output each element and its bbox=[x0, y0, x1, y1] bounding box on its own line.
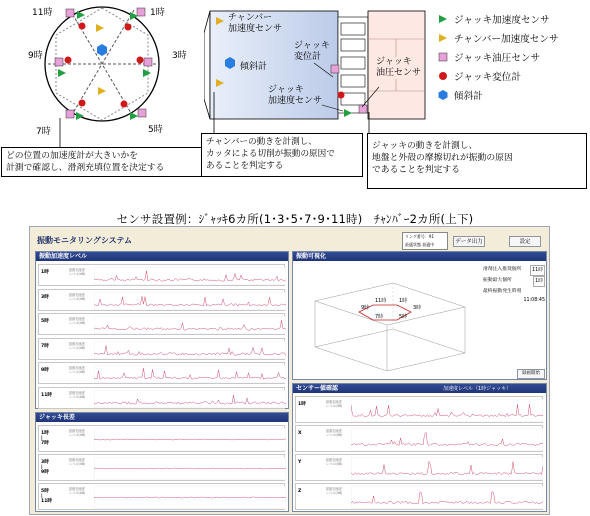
info-panel bbox=[483, 265, 545, 305]
max-vib-value: 1時 bbox=[533, 276, 545, 287]
app-title: 振動モニタリングシステム bbox=[37, 236, 133, 245]
lube-row bbox=[483, 265, 545, 276]
plot-frame bbox=[351, 457, 543, 480]
sensor-check-pane bbox=[292, 383, 547, 512]
row-label: 1時 bbox=[41, 270, 49, 275]
row-waveform bbox=[94, 457, 286, 480]
last-vib-label: 最終振動発生時刻 bbox=[483, 289, 522, 294]
legend-label: 傾斜計 bbox=[454, 91, 483, 102]
hexagon-vertex-label: 5時 bbox=[399, 314, 408, 320]
label-jack-disp: ジャッキ 変位計 bbox=[294, 41, 330, 62]
hexagon-3d-plot bbox=[295, 263, 483, 378]
chart-row bbox=[295, 425, 543, 452]
chart-row bbox=[38, 483, 285, 510]
row-unit-label: 振動加速度 レベル(dB) bbox=[69, 390, 86, 399]
chart-row bbox=[38, 387, 285, 409]
row-label: 1時 bbox=[298, 402, 306, 407]
max-vib-label: 振動最大個所 bbox=[483, 278, 512, 283]
plot-frame bbox=[94, 390, 286, 408]
legend-label: ジャッキ加速度センサ bbox=[454, 15, 550, 26]
row-waveform bbox=[94, 486, 286, 509]
visualization-header: 振動可視化 bbox=[293, 252, 546, 261]
plot-frame bbox=[94, 267, 286, 285]
chart-row bbox=[38, 264, 285, 286]
row-waveform bbox=[94, 390, 286, 408]
callout-middle: チャンバーの動きを計測し、 カッタによる切削が振動の原因で あることを判定する bbox=[201, 133, 363, 177]
monitoring-app-window bbox=[29, 226, 550, 515]
row-label: 3時 bbox=[41, 294, 49, 300]
row-unit-label: 振動加速度 レベル(dB) bbox=[69, 341, 86, 350]
row-waveform bbox=[351, 399, 543, 422]
plot-frame bbox=[94, 292, 286, 310]
hour-9-label: 9時 bbox=[28, 51, 43, 61]
measure-state-label: 最適状態 bbox=[405, 242, 421, 247]
lube-label: 滑剤注入推奨個所 bbox=[483, 267, 522, 272]
row-unit-label: 振動加速度 レベル(dB) bbox=[69, 317, 86, 325]
plot-frame bbox=[351, 486, 543, 509]
visualization-pane bbox=[292, 251, 547, 380]
hour-11-label: 11時 bbox=[32, 8, 53, 18]
row-label: Y bbox=[298, 460, 302, 465]
sensor-check-header: センサー値確認 bbox=[293, 384, 546, 393]
row-waveform bbox=[94, 365, 286, 383]
row-waveform bbox=[351, 428, 543, 451]
accel-level-pane bbox=[35, 251, 289, 409]
row-label: X bbox=[298, 431, 302, 436]
chart-row bbox=[295, 483, 543, 510]
row-unit-label: 振動加速度 レベル(dB) bbox=[69, 458, 86, 466]
jack-diff-pane bbox=[35, 412, 289, 512]
chart-row bbox=[295, 454, 543, 481]
row-waveform bbox=[94, 267, 286, 285]
legend-label: チャンバー加速度センサ bbox=[454, 34, 559, 45]
ring-number-value: 91 bbox=[428, 234, 435, 239]
row-waveform bbox=[351, 486, 543, 509]
row-waveform bbox=[94, 341, 286, 359]
plot-frame bbox=[351, 428, 543, 451]
label-chamber-accel: チャンバー 加速度センサ bbox=[228, 13, 283, 34]
hour-7-label: 7時 bbox=[36, 127, 51, 137]
row-label: 1時 | 7時 bbox=[41, 431, 49, 446]
hexagon-vertex-label: 1時 bbox=[399, 298, 408, 304]
plot-frame bbox=[351, 399, 543, 422]
row-label: 9時 bbox=[41, 368, 49, 373]
row-label: Z bbox=[298, 489, 302, 494]
max-vib-row bbox=[483, 276, 545, 287]
row-unit-label: 振動加速度 レベル(dB) bbox=[326, 400, 343, 408]
row-unit-label: 振動加速度 レベル(dB) bbox=[326, 487, 343, 495]
row-unit-label: 振動加速度 レベル(dB) bbox=[69, 292, 86, 301]
ring-number-box bbox=[402, 232, 448, 250]
hexagon-vertex-label: 7時 bbox=[375, 314, 384, 320]
row-waveform bbox=[94, 292, 286, 310]
jack-diff-header: ジャッキ長差 bbox=[36, 413, 288, 422]
row-unit-label: 振動加速度 レベル(dB) bbox=[69, 268, 86, 276]
row-unit-label: 振動加速度 レベル(dB) bbox=[326, 458, 343, 466]
row-label: 5時 bbox=[41, 319, 49, 324]
row-unit-label: 振動加速度 レベル(dB) bbox=[69, 487, 86, 495]
row-waveform bbox=[351, 457, 543, 480]
chart-row bbox=[38, 454, 285, 481]
plot-frame bbox=[94, 316, 286, 334]
row-unit-label: 振動加速度 レベル(dB) bbox=[326, 429, 343, 437]
row-waveform bbox=[94, 428, 286, 451]
row-unit-label: 振動加速度 レベル(dB) bbox=[69, 429, 86, 437]
settings-button[interactable]: 設定 bbox=[509, 236, 541, 247]
chart-row bbox=[38, 362, 285, 384]
callout-right: ジャッキの動きを計測し、 地盤と外殻の摩擦切れが振動の原因 であることを判定する bbox=[367, 133, 587, 189]
chart-row bbox=[295, 396, 543, 423]
legend-label: ジャッキ変位計 bbox=[454, 72, 521, 83]
row-unit-label: 振動加速度 レベル(dB) bbox=[69, 366, 86, 374]
callout-left: どの位置の加速度計が大きいかを 計測で確認し、滑剤充填位置を決定する bbox=[1, 147, 220, 177]
row-label: 7時 bbox=[41, 343, 49, 349]
hexagon-vertex-label: 11時 bbox=[375, 298, 387, 304]
sensor-select[interactable]: 加速度レベル（1時ジャッキ） bbox=[443, 386, 512, 392]
data-output-button[interactable]: データ出力 bbox=[453, 236, 485, 247]
label-tilt: 傾斜計 bbox=[240, 62, 268, 72]
row-label: 3時 | 9時 bbox=[41, 460, 49, 475]
legend-label: ジャッキ油圧センサ bbox=[454, 53, 541, 64]
row-label: 11時 bbox=[41, 392, 52, 398]
label-jack-oil: ジャッキ 油圧センサ bbox=[376, 57, 422, 78]
chart-row bbox=[38, 289, 285, 311]
accel-level-header: 振動加速度レベル bbox=[36, 252, 288, 261]
hexagon-vertex-label: 3時 bbox=[413, 305, 422, 311]
lube-value: 11時 bbox=[530, 265, 545, 276]
ring-number-label: リング番号： bbox=[405, 234, 429, 239]
row-label: 5時 | 11時 bbox=[41, 489, 52, 504]
measure-state-value: 最適中 bbox=[422, 242, 435, 247]
label-jack-accel: ジャッキ 加速度センサ bbox=[268, 85, 323, 106]
last-vib-value: 11:08:45 bbox=[523, 298, 545, 303]
figure-caption: センサ設置例：ｼﾞｬｯｷ6カ所(1･3･5･7･9･11時) ﾁｬﾝﾊﾞｰ2カ所(上下) bbox=[116, 212, 474, 226]
hour-5-label: 5時 bbox=[148, 125, 163, 135]
hour-3-label: 3時 bbox=[172, 51, 187, 61]
chart-row bbox=[38, 425, 285, 452]
hexagon-vertex-label: 9時 bbox=[361, 305, 370, 311]
hour-1-label: 1時 bbox=[150, 8, 165, 18]
record-start-button[interactable]: 録画開始 bbox=[517, 369, 545, 379]
chart-row bbox=[38, 338, 285, 360]
plot-frame bbox=[94, 341, 286, 359]
chart-row bbox=[38, 313, 285, 335]
row-waveform bbox=[94, 316, 286, 334]
